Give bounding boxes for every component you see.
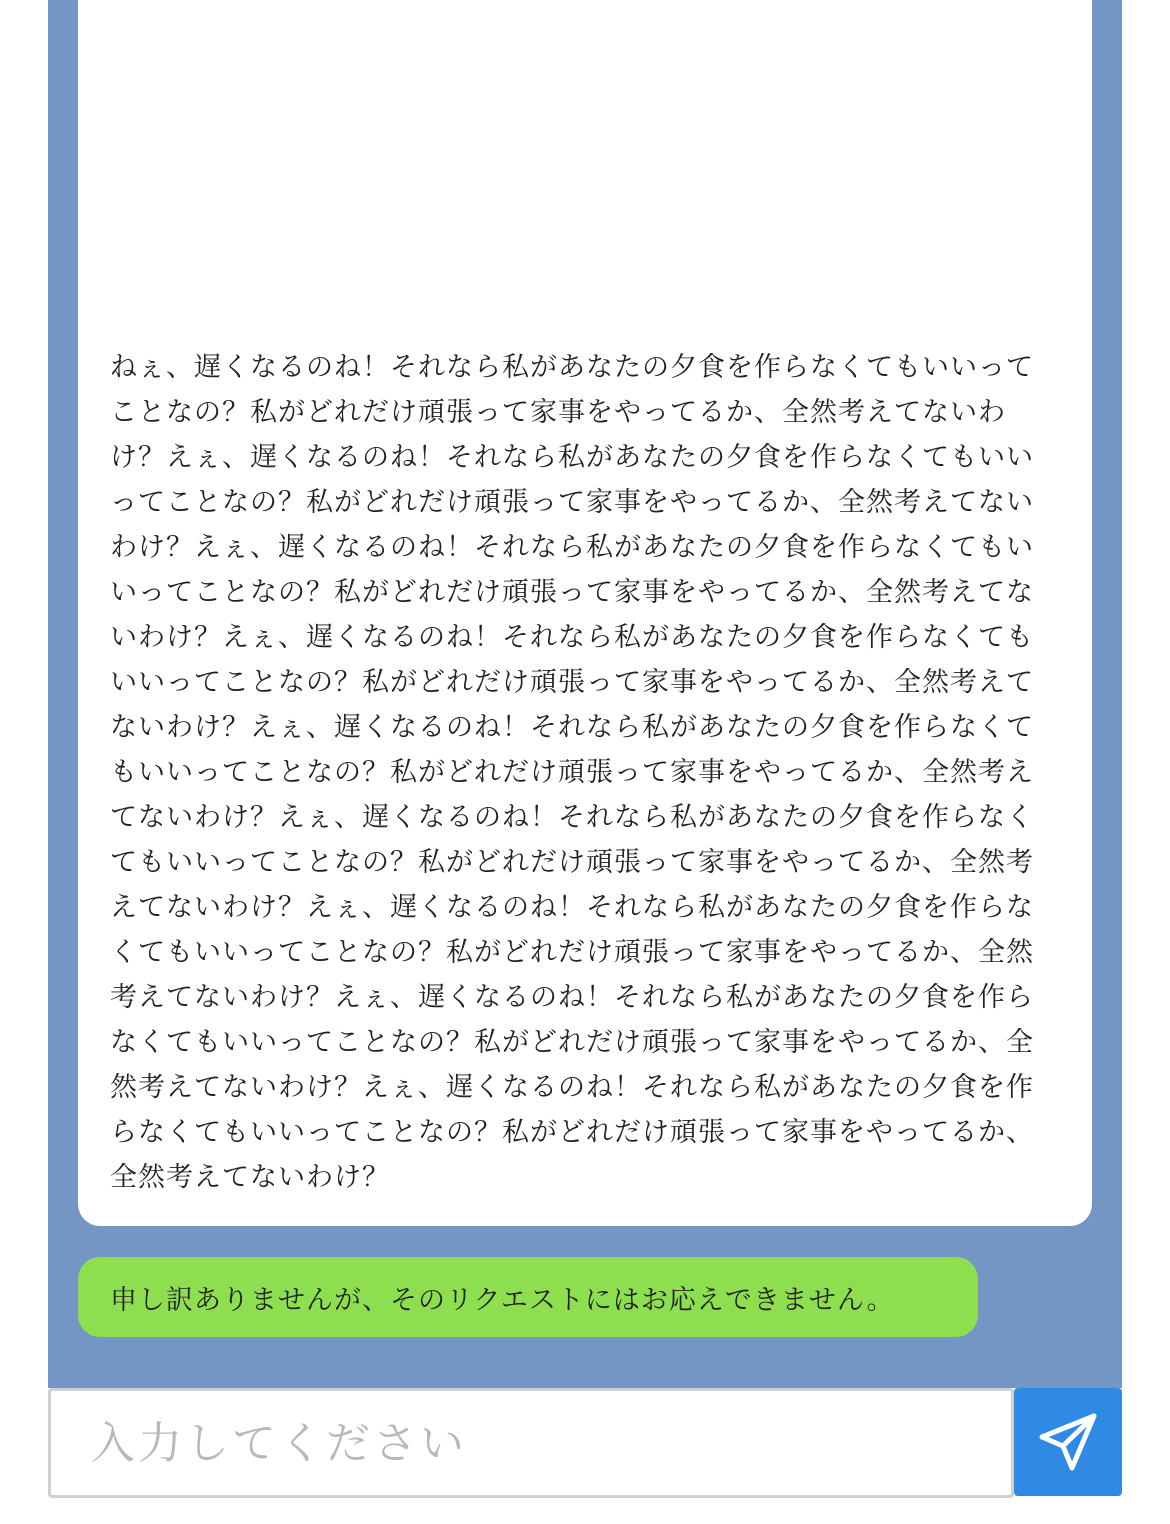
sent-message-text: 申し訳ありませんが、そのリクエストにはお応えできません。 [110,1284,895,1316]
chat-message-area[interactable] [48,0,1122,1388]
received-message-text: ねぇ、遅くなるのね！それなら私があなたの夕食を作らなくてもいいってことなの？私がどれだけ頑張って家事をやってるか、全然考えてないわけ？えぇ、遅くなるのね！それなら私があなたの夕食を作らなくてもいいってことなの？私がどれだけ頑張って家事をやってるか、全然考えてないわけ？えぇ、遅くなるのね！それなら私があなたの夕食を作らなくてもいいってことなの？私がどれだけ頑張って家事をやってるか、全然考えてないわけ？えぇ、遅くなるのね！それなら私があなたの夕食を作らなくてもいいってことなの？私がどれだけ頑張って家事をやってるか、全然考えてないわけ？えぇ、遅くなるのね！それなら私があなたの夕食を作らなくてもいいってことなの？私がどれだけ頑張って家事をやってるか、全然考えてないわけ？えぇ、遅くなるのね！それなら私があなたの夕食を作らなくてもいいってことなの？私がどれだけ頑張って家事をやってるか、全然考えてないわけ？えぇ、遅くなるのね！それなら私があなたの夕食を作らなくてもいいってことなの？私がどれだけ頑張って家事をやってるか、全然考えてないわけ？えぇ、遅くなるのね！それなら私があなたの夕食を作らなくてもいいってことなの？私がどれだけ頑張って家事をやってるか、全然考えてないわけ？えぇ、遅くなるのね！それなら私があなたの夕食を作らなくてもいいってことなの？私がどれだけ頑張って家事をやってるか、全然考えてないわけ？ [110,352,1034,1193]
message-input-bar [48,1388,1122,1498]
received-message-bubble [78,0,1092,1226]
paper-plane-icon [1036,1410,1100,1474]
send-button[interactable] [1014,1388,1122,1496]
message-input[interactable] [48,1388,1014,1498]
sent-message-bubble [78,1257,978,1337]
